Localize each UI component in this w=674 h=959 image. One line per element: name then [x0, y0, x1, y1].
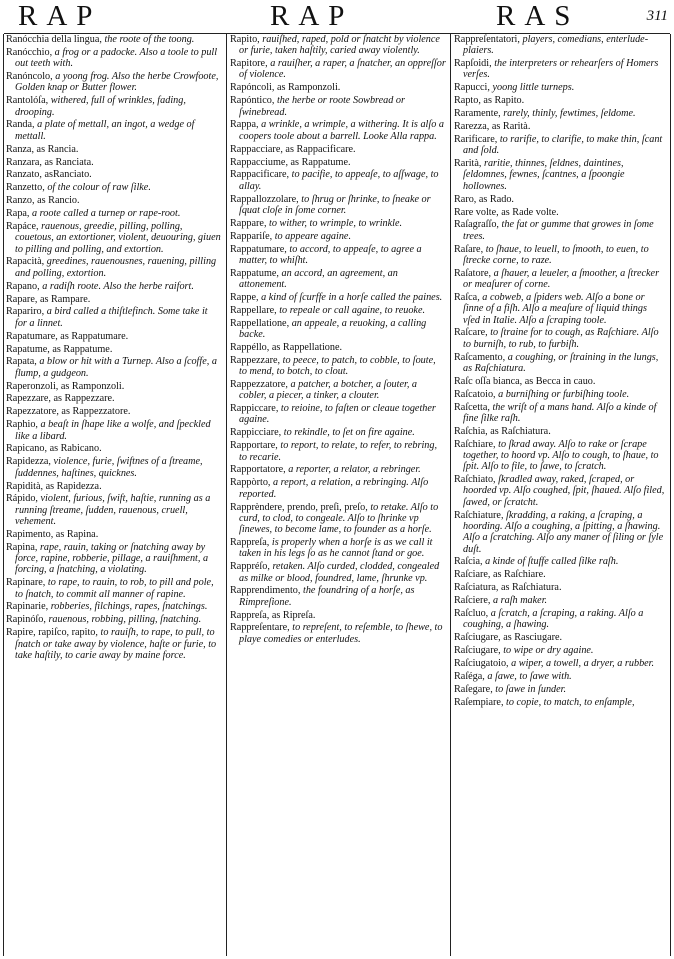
dictionary-entry — [454, 268, 666, 291]
entry-headword: Raſagraſſo, — [454, 219, 499, 231]
entry-headword: Rare volte, as Rade volte. — [454, 206, 559, 218]
entry-headword: Raſciugatoio, — [454, 657, 509, 669]
entry-headword: Ranzo, as Rancio. — [6, 195, 80, 207]
entry-definition: is properly when a horſe is as we call it taken in his legs ſo as he cannot ſtand or goe. — [239, 537, 433, 560]
entry-headword: Raſempiare, — [454, 696, 504, 708]
dictionary-entry — [454, 58, 666, 81]
entry-definition: the roote of the toong. — [101, 34, 195, 45]
entry-headword: Rapano, — [6, 280, 40, 292]
dictionary-entry — [230, 403, 446, 426]
entry-headword: Rapitore, — [230, 58, 268, 70]
dictionary-entry — [230, 379, 446, 402]
dictionary-entry — [454, 292, 666, 326]
entry-definition: to ſkrad away. Alſo to rake or ſcrape together, to hoord vp. Alſo to cough, to ſhaue, to ſpit. Alſo to file, to ſawe, to ſcratch. — [463, 438, 659, 473]
dictionary-entry — [6, 406, 222, 417]
dictionary-entry — [230, 194, 446, 217]
dictionary-entry — [6, 456, 222, 479]
entry-headword: Rapucci, — [454, 82, 490, 94]
entry-headword: Rapito, — [230, 34, 260, 45]
entry-headword: Rapprendimento, — [230, 585, 301, 597]
entry-headword: Rapprèndere, prendo, preſi, preſo, — [230, 501, 368, 513]
entry-definition: robberies, filchings, rapes, ſnatchings. — [48, 601, 208, 613]
entry-definition: a plate of mettall, an ingot, a wedge of mettall. — [15, 119, 195, 142]
dictionary-entry — [6, 306, 222, 329]
entry-headword: Raſciugare, as Rasciugare. — [454, 632, 563, 644]
entry-headword: Rapidezza, — [6, 456, 51, 468]
entry-definition: ſkradding, a raking, a ſcraping, a hoording. Alſo a coughing, a ſpitting, a ſhawing. Alſo a ſcratching. Alſo any maner of ſiling or ſyle duſt. — [463, 509, 664, 555]
dictionary-entry — [454, 389, 666, 400]
dictionary-entry — [6, 195, 222, 206]
column-3 — [454, 34, 666, 954]
entry-headword: Rapinarie, — [6, 601, 49, 613]
entry-definition: to repreſent, to reſemble, to ſhewe, to playe comedies or enterludes. — [239, 622, 443, 645]
entry-headword: Rapacità, — [6, 256, 45, 268]
dictionary-entry — [454, 556, 666, 567]
entry-definition: withered, full of wrinkles, fading, drooping. — [15, 95, 186, 118]
entry-definition: a cobweb, a ſpiders web. Alſo a bone or ſinne of a fiſh. Alſo a meaſure of liquid things vſed in Italie. Alſo a ſcraping toole. — [463, 291, 647, 326]
dictionary-entry — [6, 381, 222, 392]
entry-headword: Rappe, — [230, 291, 259, 303]
dictionary-entry — [230, 622, 446, 645]
dictionary-entry — [454, 402, 666, 425]
dictionary-entry — [230, 244, 446, 267]
dictionary-entry — [454, 82, 666, 93]
dictionary-entry — [230, 292, 446, 303]
entry-headword: Rappréſo, — [230, 561, 270, 573]
entry-headword: Rappòrto, — [230, 477, 271, 489]
dictionary-entry — [454, 671, 666, 682]
entry-definition: an appeale, a reuoking, a calling backe. — [239, 317, 427, 341]
entry-definition: yoong little turneps. — [489, 82, 575, 94]
entry-definition: to pacifie, to appeaſe, to aſſwage, to allay. — [239, 169, 439, 192]
entry-headword: Rappacificare, — [230, 169, 290, 181]
entry-definition: a beaſt in ſhape like a wolfe, and ſpeckled like a libard. — [15, 419, 211, 442]
dictionary-entry — [230, 440, 446, 463]
entry-definition: the interpreters or rehearſers of Homers verſes. — [463, 58, 659, 81]
entry-headword: Raſcatoio, — [454, 388, 496, 400]
dictionary-entry — [454, 439, 666, 473]
entry-headword: Rappezzare, — [230, 354, 281, 366]
entry-definition: a coughing, or ſtraining in the lungs, as Raſchiatura. — [463, 351, 659, 374]
entry-definition: ſkradled away, raked, ſcraped, or hoorded vp. Alſo coughed, ſpit, ſhaued. Alſo filed, ſawed, or ſcratcht. — [463, 474, 665, 508]
dictionary-entry — [454, 352, 666, 375]
dictionary-entry — [230, 157, 446, 168]
entry-definition: a yoong frog. Also the herbe Crowfoote, Golden knap or Butter flower. — [15, 71, 219, 94]
page-number: 311 — [646, 8, 668, 24]
entry-headword: Rappallozzolare, — [230, 193, 299, 205]
dictionary-entry — [6, 281, 222, 292]
dictionary-entry — [230, 82, 446, 93]
column-rule-2 — [450, 34, 451, 956]
entry-headword: Raſc oſſa bianca, as Becca in cauo. — [454, 375, 596, 387]
dictionary-entry — [454, 244, 666, 267]
dictionary-entry — [230, 427, 446, 438]
entry-headword: Rapire, rapiſco, rapito, — [6, 627, 98, 639]
entry-definition: a ſawe, to ſawe with. — [484, 670, 572, 682]
entry-headword: Raſcamento, — [454, 351, 506, 363]
entry-definition: to ſtraine for to cough, as Raſchiare. Alſo to burniſh, to rub, to furbiſh. — [463, 327, 659, 350]
dictionary-entry — [6, 443, 222, 454]
entry-headword: Rappellare, — [230, 304, 277, 316]
dictionary-entry — [6, 493, 222, 527]
entry-headword: Rappiccare, — [230, 403, 279, 415]
dictionary-entry — [230, 305, 446, 316]
entry-definition: to rarifie, to clarifie, to make thin, ſcant and ſold. — [463, 133, 663, 157]
entry-definition: a ſcratch, a ſcraping, a raking. Alſo a coughing, a ſhawing. — [463, 607, 644, 631]
entry-headword: Rapina, — [6, 541, 38, 553]
entry-headword: Rapinare, — [6, 577, 46, 589]
entry-definition: rarely, thinly, fewtimes, ſeldome. — [500, 108, 636, 120]
dictionary-entry — [6, 356, 222, 379]
guide-word-left: RAP — [18, 0, 102, 32]
dictionary-entry — [6, 34, 222, 45]
dictionary-entry — [454, 474, 666, 508]
dictionary-entry — [230, 342, 446, 353]
entry-headword: Rappreſa, — [230, 537, 270, 549]
dictionary-entry — [6, 208, 222, 219]
dictionary-entry — [230, 34, 446, 57]
entry-headword: Ranzara, as Ranciata. — [6, 156, 94, 168]
entry-headword: Rappreſentatori, — [454, 34, 520, 45]
entry-headword: Ranza, as Rancia. — [6, 143, 79, 155]
entry-headword: Raſéga, — [454, 670, 485, 682]
entry-definition: an accord, an agreement, an attonement. — [239, 267, 398, 291]
entry-headword: Raſare, — [454, 243, 484, 255]
entry-definition: to copie, to match, to enſample, — [503, 696, 635, 708]
dictionary-entry — [6, 95, 222, 118]
entry-headword: Rapezzatore, as Rappezzatore. — [6, 406, 131, 418]
dictionary-entry — [454, 194, 666, 205]
column-2 — [230, 34, 446, 954]
dictionary-entry — [454, 158, 666, 192]
dictionary-entry — [6, 393, 222, 404]
entry-definition: a rauiſher, a raper, a ſnatcher, an oppreſſor of violence. — [239, 58, 446, 81]
entry-headword: Raſciere, — [454, 595, 491, 607]
entry-definition: a raſh maker. — [490, 595, 548, 607]
entry-headword: Rapariro, — [6, 306, 45, 318]
entry-headword: Rapportare, — [230, 440, 278, 452]
dictionary-entry — [6, 47, 222, 70]
entry-headword: Raſciare, as Raſchiare. — [454, 569, 546, 581]
entry-headword: Rappare, — [230, 217, 267, 229]
entry-definition: greedines, rauenousnes, rauening, pilling and polling, extortion. — [15, 256, 217, 279]
dictionary-entry — [454, 95, 666, 106]
dictionary-entry — [6, 529, 222, 540]
entry-definition: to ſawe in ſunder. — [492, 683, 567, 695]
entry-headword: Rapto, as Rapito. — [454, 95, 525, 107]
entry-headword: Raſciugare, — [454, 645, 501, 657]
entry-headword: Raſcia, — [454, 556, 483, 568]
entry-headword: Rapata, — [6, 356, 37, 368]
dictionary-entry — [6, 169, 222, 180]
column-rule-left — [3, 34, 4, 956]
entry-headword: Rapidità, as Rapidezza. — [6, 480, 102, 492]
entry-headword: Rappéllo, as Rappellatione. — [230, 341, 343, 353]
entry-headword: Rapicano, as Rabicano. — [6, 443, 102, 455]
dictionary-entry — [454, 134, 666, 157]
entry-headword: Rarità, — [454, 158, 482, 170]
entry-definition: to rekindle, to ſet on fire againe. — [281, 427, 415, 439]
entry-definition: to peece, to patch, to cobble, to ſoute, to mend, to botch, to clout. — [239, 354, 436, 378]
dictionary-entry — [454, 684, 666, 695]
page-header — [0, 0, 674, 34]
dictionary-entry — [6, 71, 222, 94]
entry-headword: Rappreſa, as Ripreſa. — [230, 609, 316, 621]
entry-definition: a burniſhing or furbiſhing toole. — [495, 388, 630, 400]
entry-definition: a kinde of ſtuffe called ſilke raſh. — [482, 556, 619, 568]
entry-headword: Rapportatore, — [230, 464, 286, 476]
dictionary-entry — [454, 426, 666, 437]
dictionary-entry — [6, 144, 222, 155]
dictionary-entry — [230, 355, 446, 378]
entry-definition: to reioine, to faſten or cleaue together againe. — [239, 403, 436, 426]
dictionary-entry — [454, 658, 666, 669]
dictionary-entry — [230, 585, 446, 608]
dictionary-entry — [6, 601, 222, 612]
entry-headword: Ranócchio, — [6, 46, 53, 58]
entry-headword: Raperonzoli, as Ramponzoli. — [6, 380, 125, 392]
entry-headword: Raſchiare, — [454, 438, 496, 450]
entry-definition: a kind of ſcurffe in a horſe called the paines. — [258, 291, 443, 303]
entry-definition: to retake. Alſo to curd, to clod, to congeale. Alſo to ſhrinke vp ſinewes, to become lame, to founder as a horſe. — [239, 501, 439, 536]
entry-definition: a reporter, a relator, a rebringer. — [285, 464, 421, 476]
entry-definition: violence, furie, ſwiftnes of a ſtreame, ſuddennes, haſtines, quicknes. — [15, 456, 203, 479]
entry-headword: Raſciatura, as Raſchiatura. — [454, 582, 562, 594]
entry-headword: Rapóntico, — [230, 95, 275, 107]
entry-headword: Rarificare, — [454, 133, 498, 145]
dictionary-entry — [6, 344, 222, 355]
dictionary-entry — [6, 256, 222, 279]
dictionary-entry — [230, 318, 446, 341]
entry-headword: Ranzetto, — [6, 182, 45, 194]
entry-headword: Raſchiato, — [454, 474, 496, 486]
entry-headword: Rapſoidi, — [454, 58, 492, 70]
entry-definition: the foundring of a horſe, as Rimpreſione. — [239, 585, 415, 608]
entry-definition: a report, a relation, a rebringing. Alſo reported. — [239, 477, 429, 500]
entry-headword: Rarezza, as Rarità. — [454, 121, 531, 133]
entry-headword: Ranócchia della lingua, — [6, 34, 102, 45]
dictionary-entry — [454, 645, 666, 656]
entry-headword: Ranóncolo, — [6, 71, 53, 83]
dictionary-entry — [230, 537, 446, 560]
entry-headword: Rapatumare, as Rappatumare. — [6, 330, 129, 342]
entry-definition: to rape, to rauin, to rob, to pill and pole, to ſnatch, to commit all manner of rapine. — [15, 577, 214, 600]
entry-headword: Randa, — [6, 119, 35, 131]
dictionary-entry — [230, 231, 446, 242]
entry-definition: to report, to relate, to refer, to rebring, to recarie. — [239, 440, 438, 463]
entry-definition: the herbe or roote Sowbread or ſwinebread. — [239, 95, 405, 118]
dictionary-entry — [454, 108, 666, 119]
dictionary-entry — [230, 610, 446, 621]
dictionary-entry — [454, 569, 666, 580]
dictionary-entry — [6, 542, 222, 576]
dictionary-entry — [454, 34, 666, 57]
dictionary-entry — [454, 582, 666, 593]
entry-definition: a frog or a padocke. Also a toole to pull out teeth with. — [15, 46, 218, 70]
column-1 — [6, 34, 222, 954]
entry-definition: a blow or hit with a Turnep. Also a ſcoffe, a flump, a gudgeon. — [15, 356, 217, 379]
entry-headword: Raſatore, — [454, 267, 492, 279]
entry-headword: Raſcetta, — [454, 401, 490, 413]
dictionary-entry — [230, 95, 446, 118]
dictionary-entry — [230, 58, 446, 81]
dictionary-entry — [454, 376, 666, 387]
dictionary-entry — [6, 119, 222, 142]
entry-headword: Rápido, — [6, 493, 38, 505]
entry-definition: to rauiſh, to rape, to pull, to ſnatch or take away by violence, haſte or furie, to take haſtily, to carie away by maine force. — [15, 627, 217, 661]
entry-definition: a bird called a thiſtlefinch. Some take it for a linnet. — [15, 306, 208, 329]
entry-definition: the fat or gumme that growes in ſome trees. — [463, 219, 654, 242]
entry-definition: violent, furious, ſwift, haſtie, running as a running ſtreame, ſudden, rauenous, cruell, vehement. — [15, 493, 211, 528]
entry-definition: retaken. Alſo curded, clodded, congealed as milke or blood, foundred, lame, ſhrunke vp. — [239, 561, 440, 584]
entry-definition: a radiſh roote. Also the herbe raifort. — [39, 280, 194, 292]
entry-definition: raritie, thinnes, ſeldnes, daintines, ſeldomnes, fewnes, ſcantnes, a ſpoongie hollownes. — [463, 158, 625, 192]
dictionary-entry — [454, 207, 666, 218]
dictionary-entry — [230, 169, 446, 192]
entry-headword: Rappicciare, — [230, 427, 282, 439]
entry-headword: Raphio, — [6, 419, 38, 431]
entry-definition: a wiper, a towell, a dryer, a rubber. — [508, 657, 655, 669]
entry-headword: Rappezzatore, — [230, 379, 288, 390]
entry-headword: Rappellatione, — [230, 317, 290, 329]
dictionary-entry — [6, 419, 222, 442]
entry-definition: rauenous, robbing, pilling, ſnatching. — [45, 614, 202, 626]
entry-headword: Rappreſentare, — [230, 622, 290, 634]
entry-definition: to accord, to appeaſe, to agree a matter, to whiſht. — [239, 243, 422, 266]
dictionary-entry — [230, 464, 446, 475]
entry-headword: Rantolóſa, — [6, 95, 49, 107]
entry-headword: Rapezzare, as Rappezzare. — [6, 393, 115, 405]
guide-word-center: RAP — [270, 0, 354, 32]
dictionary-entry — [6, 221, 222, 255]
dictionary-entry — [230, 119, 446, 142]
dictionary-entry — [230, 218, 446, 229]
dictionary-entry — [454, 697, 666, 708]
column-rule-1 — [226, 34, 227, 956]
dictionary-entry — [6, 614, 222, 625]
dictionary-entry — [454, 608, 666, 631]
entry-headword: Rapinóſo, — [6, 614, 46, 626]
entry-definition: to repeale or call againe, to reuoke. — [276, 304, 426, 316]
entry-headword: Rapare, as Rampare. — [6, 293, 91, 305]
entry-headword: Raramente, — [454, 108, 501, 120]
dictionary-entry — [454, 632, 666, 643]
dictionary-entry — [6, 331, 222, 342]
entry-definition: a ſhauer, a leueler, a ſmoother, a ſtrecker or meaſurer of corne. — [463, 267, 660, 291]
dictionary-entry — [6, 182, 222, 193]
entry-definition: to wipe or dry againe. — [500, 645, 594, 657]
dictionary-entry — [454, 219, 666, 242]
dictionary-entry — [454, 327, 666, 350]
entry-definition: to appeare againe. — [272, 230, 351, 242]
entry-definition: of the colour of raw ſilke. — [44, 182, 151, 194]
entry-definition: players, comedians, enterlude-plaiers. — [463, 34, 649, 57]
entry-headword: Raſca, — [454, 291, 480, 303]
entry-headword: Rapimento, as Rapina. — [6, 528, 99, 540]
dictionary-entry — [454, 595, 666, 606]
entry-definition: to wither, to wrimple, to wrinkle. — [266, 217, 403, 229]
entry-definition: to ſhaue, to leuell, to ſmooth, to euen, to ſtrecke corne, to raze. — [463, 243, 649, 266]
dictionary-entry — [230, 477, 446, 500]
dictionary-entry — [6, 481, 222, 492]
entry-headword: Rappatumare, — [230, 243, 287, 255]
entry-headword: Rappacciume, as Rappatume. — [230, 156, 351, 168]
entry-definition: a patcher, a botcher, a ſouter, a cobler, a piecer, a tinker, a clouter. — [239, 379, 418, 402]
dictionary-entry — [6, 627, 222, 661]
entry-headword: Rapáce, — [6, 220, 39, 232]
column-rule-right — [670, 34, 671, 956]
entry-headword: Rappacciare, as Rappacificare. — [230, 143, 356, 155]
entry-headword: Rappariſe, — [230, 230, 273, 242]
dictionary-entry — [230, 561, 446, 584]
dictionary-entry — [454, 121, 666, 132]
entry-headword: Ranzato, asRanciato. — [6, 169, 92, 181]
entry-headword: Raſchia, as Raſchiatura. — [454, 425, 551, 437]
dictionary-entry — [230, 502, 446, 536]
entry-headword: Raro, as Rado. — [454, 193, 514, 205]
entry-headword: Rapa, — [6, 208, 30, 220]
entry-headword: Rapóncoli, as Ramponzoli. — [230, 82, 341, 94]
dictionary-entry — [6, 294, 222, 305]
guide-word-right: RAS — [496, 0, 580, 32]
entry-definition: a roote called a turnep or rape-root. — [29, 208, 181, 220]
entry-headword: Raſchiature, — [454, 509, 504, 521]
dictionary-entry — [230, 144, 446, 155]
entry-definition: a wrinkle, a wrimple, a withering. It is alſo a coopers toole about a barrell. Looke Alla rappa. — [239, 119, 444, 142]
entry-headword: Raſcare, — [454, 327, 488, 339]
entry-definition: rape, rauin, taking or ſnatching away by force, rapine, robberie, pillage, a rauiſhment, a forcing, a ſnatching, a violating. — [15, 541, 209, 576]
dictionary-entry — [230, 268, 446, 291]
dictionary-entry — [454, 510, 666, 555]
entry-headword: Rappa, — [230, 119, 259, 131]
entry-headword: Rappatume, — [230, 267, 279, 279]
entry-definition: rauenous, greedie, pilling, polling, couetous, an extortioner, violent, deuouring, giuen to pilling and polling, and extortion. — [15, 220, 221, 255]
entry-headword: Rapatume, as Rappatume. — [6, 343, 113, 355]
entry-definition: the wriſt of a mans hand. Alſo a kinde of fine ſilke raſh. — [463, 401, 657, 424]
entry-headword: Raſcluo, — [454, 607, 489, 619]
entry-definition: to ſhrug or ſhrinke, to ſneake or ſquat cloſe in ſome corner. — [239, 193, 431, 216]
dictionary-entry — [6, 157, 222, 168]
dictionary-entry — [6, 577, 222, 600]
entry-headword: Raſegare, — [454, 683, 493, 695]
entry-definition: rauiſhed, raped, pold or ſnatcht by violence or furie, taken haſtily, caried away violently. — [239, 34, 440, 57]
